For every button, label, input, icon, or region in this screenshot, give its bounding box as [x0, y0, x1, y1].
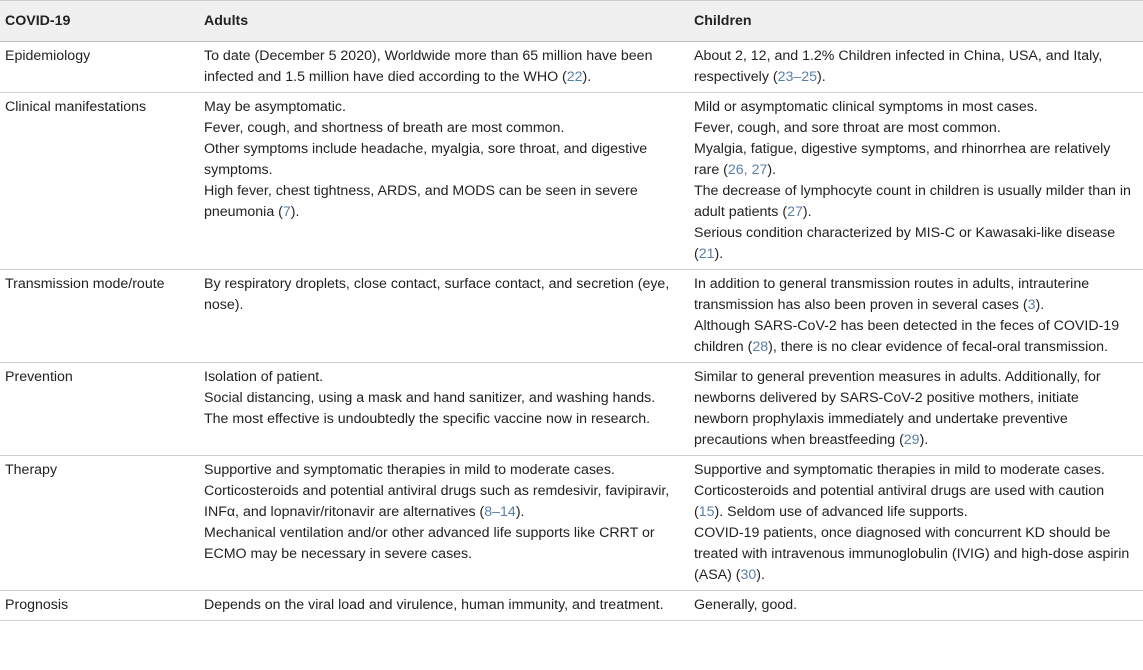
reference-link[interactable]: 15: [698, 504, 715, 520]
statement-text: In addition to general transmission routes in adults, intrauterine transmission has also been proven in several cases (: [694, 276, 1090, 313]
children-statement: [694, 367, 1137, 451]
reference-link[interactable]: 23–25: [777, 69, 818, 85]
statement-text: Other symptoms include headache, myalgia, sore throat, and digestive symptoms.: [204, 141, 648, 178]
children-statement: [694, 460, 1137, 481]
adults-cell: [204, 274, 694, 358]
children-cell: [694, 595, 1143, 616]
adults-statement: [204, 460, 682, 481]
children-statement: [694, 118, 1137, 139]
statement-tail: ).: [767, 162, 777, 178]
statement-text: Serious condition characterized by MIS-C or Kawasaki-like disease (: [694, 225, 1116, 262]
table-row: [0, 93, 1143, 270]
reference-link[interactable]: 8–14: [484, 504, 516, 520]
adults-cell: [204, 46, 694, 88]
statement-text: By respiratory droplets, close contact, surface contact, and secretion (eye, nose).: [204, 276, 670, 313]
table-row: [0, 456, 1143, 591]
statement-tail: ).: [802, 204, 812, 220]
row-topic: Prevention: [5, 369, 73, 385]
statement-text: Similar to general prevention measures in adults. Additionally, for newborns delivered by SARS-CoV-2 positive mothers, initiate newborn prophylaxis immediately and undertake preventive precautions when breastfeeding (: [694, 369, 1101, 448]
statement-text: Although SARS-CoV-2 has been detected in the feces of COVID-19 children (: [694, 318, 1120, 355]
row-topic: Epidemiology: [5, 48, 91, 64]
row-topic: Therapy: [5, 462, 58, 478]
row-topic: Transmission mode/route: [5, 276, 165, 292]
children-cell: [694, 97, 1143, 265]
statement-text: Mechanical ventilation and/or other advanced life supports like CRRT or ECMO may be necessary in severe cases.: [204, 525, 655, 562]
header-adults: Adults: [204, 12, 249, 29]
reference-link[interactable]: 21: [698, 246, 715, 262]
reference-link[interactable]: 28: [752, 339, 769, 355]
statement-text: Mild or asymptomatic clinical symptoms in most cases.: [694, 99, 1038, 115]
adults-statement: [204, 388, 682, 430]
statement-tail: ).: [817, 69, 826, 85]
adults-statement: [204, 181, 682, 223]
statement-text: High fever, chest tightness, ARDS, and MODS can be seen in severe pneumonia (: [204, 183, 638, 220]
reference-link[interactable]: 22: [566, 69, 583, 85]
statement-text: Isolation of patient.: [204, 369, 324, 385]
adults-statement: [204, 118, 682, 139]
adults-statement: [204, 523, 682, 565]
table-row: [0, 363, 1143, 456]
children-statement: [694, 223, 1137, 265]
children-statement: [694, 97, 1137, 118]
adults-cell: [204, 460, 694, 586]
reference-link[interactable]: 3: [1027, 297, 1036, 313]
adults-cell: [204, 97, 694, 265]
statement-text: Supportive and symptomatic therapies in mild to moderate cases.: [694, 462, 1105, 478]
reference-link[interactable]: 30: [740, 567, 757, 583]
table-row: [0, 591, 1143, 621]
adults-statement: [204, 595, 682, 616]
children-statement: [694, 274, 1137, 316]
adults-statement: [204, 274, 682, 316]
statement-tail: ).: [582, 69, 592, 85]
statement-text: May be asymptomatic.: [204, 99, 346, 115]
reference-link[interactable]: 29: [903, 432, 920, 448]
row-topic: Prognosis: [5, 597, 69, 613]
table-row: [0, 42, 1143, 93]
table-body: [0, 42, 1143, 621]
statement-text: COVID-19 patients, once diagnosed with concurrent KD should be treated with intravenous immunoglobulin (IVIG) and high-dose aspirin (ASA) (: [694, 525, 1130, 583]
statement-text: Corticosteroids and potential antiviral drugs such as remdesivir, favipiravir, INFα, and lopnavir/ritonavir are alternatives (: [204, 483, 670, 520]
reference-link[interactable]: 7: [282, 204, 291, 220]
statement-text: Fever, cough, and shortness of breath are most common.: [204, 120, 565, 136]
children-statement: [694, 316, 1137, 358]
children-cell: [694, 367, 1143, 451]
statement-text: Myalgia, fatigue, digestive symptoms, and rhinorrhea are relatively rare (: [694, 141, 1111, 178]
reference-link[interactable]: 27: [787, 204, 803, 220]
statement-tail: ).: [515, 504, 525, 520]
statement-text: Supportive and symptomatic therapies in mild to moderate cases.: [204, 462, 615, 478]
statement-tail: ).: [919, 432, 929, 448]
table-row: [0, 270, 1143, 363]
statement-tail: ).: [1035, 297, 1045, 313]
children-statement: [694, 481, 1137, 523]
statement-text: Generally, good.: [694, 597, 798, 613]
adults-statement: [204, 97, 682, 118]
statement-tail: ). Seldom use of advanced life supports.: [714, 504, 968, 520]
children-cell: [694, 274, 1143, 358]
reference-link[interactable]: 26, 27: [727, 162, 768, 178]
header-covid19: COVID-19: [5, 12, 71, 29]
statement-tail: ).: [714, 246, 724, 262]
statement-text: Depends on the viral load and virulence, human immunity, and treatment.: [204, 597, 664, 613]
adults-cell: [204, 595, 694, 616]
children-statement: [694, 139, 1137, 181]
children-statement: [694, 523, 1137, 586]
statement-tail: ).: [756, 567, 765, 583]
children-statement: [694, 595, 1137, 616]
table-header-row: [0, 0, 1143, 42]
statement-text: About 2, 12, and 1.2% Children infected in China, USA, and Italy, respectively (: [694, 48, 1103, 85]
adults-statement: [204, 367, 682, 388]
statement-text: The decrease of lymphocyte count in children is usually milder than in adult patients (: [694, 183, 1131, 220]
children-statement: [694, 46, 1137, 88]
adults-statement: [204, 481, 682, 523]
statement-text: Fever, cough, and sore throat are most common.: [694, 120, 1001, 136]
children-cell: [694, 46, 1143, 88]
header-children: Children: [694, 12, 752, 29]
statement-text: To date (December 5 2020), Worldwide more than 65 million have been infected and 1.5 million have died according to the WHO (: [204, 48, 653, 85]
statement-text: Corticosteroids and potential antiviral drugs are used with caution (: [694, 483, 1105, 520]
row-topic: Clinical manifestations: [5, 99, 147, 115]
statement-text: Social distancing, using a mask and hand sanitizer, and washing hands. The most effective is undoubtedly the specific vaccine now in research.: [204, 390, 656, 427]
adults-cell: [204, 367, 694, 451]
adults-statement: [204, 139, 682, 181]
adults-statement: [204, 46, 682, 88]
statement-tail: ).: [290, 204, 300, 220]
statement-tail: ), there is no clear evidence of fecal-oral transmission.: [768, 339, 1109, 355]
children-statement: [694, 181, 1137, 223]
children-cell: [694, 460, 1143, 586]
